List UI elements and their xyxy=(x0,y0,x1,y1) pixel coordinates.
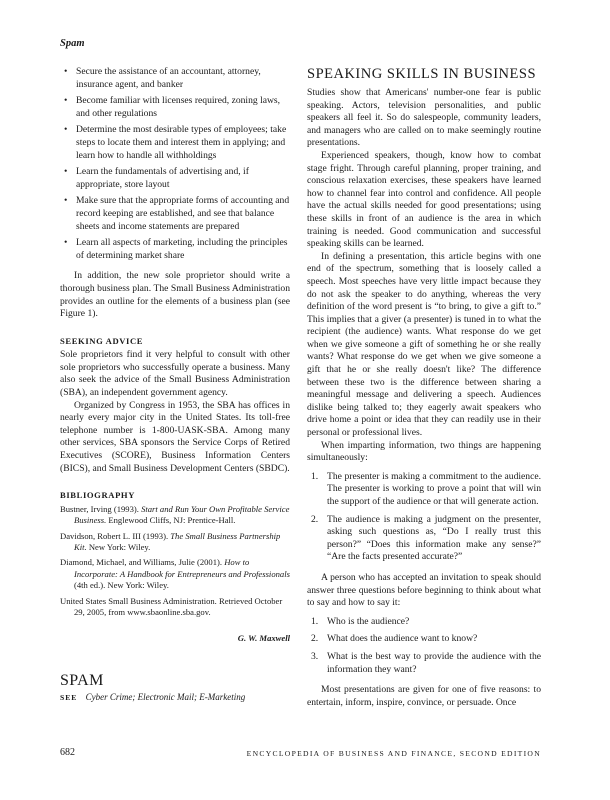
entry-title-spam: SPAM xyxy=(60,672,104,690)
list-item xyxy=(307,514,541,564)
bib-author: Bustner, Irving (1993). xyxy=(60,503,139,514)
bullet-item: • Make sure that the appropriate forms of accounting and record keeping are established, and see that balance sheets and income statements are prepared xyxy=(60,195,290,233)
bibliography-entry xyxy=(60,596,290,619)
list-number: 3. xyxy=(311,650,319,662)
list-number: 2. xyxy=(311,633,319,645)
bullet-item: • Learn all aspects of marketing, including the principles of determining market share xyxy=(60,237,290,262)
list-text: The presenter is making a commitment to the audience. The presenter is working to prove a point that will win the support of the audience or that will generate action. xyxy=(327,470,541,507)
bib-title: Start and Run Your Own Profitable Service Business. xyxy=(74,503,290,526)
bib-title: How to Incorporate: A Handbook for Entrepreneurs and Professionals xyxy=(74,557,290,579)
numbered-list-questions xyxy=(307,616,541,676)
bullet-item: • Secure the assistance of an accountant, attorney, insurance agent, and banker xyxy=(60,66,290,91)
running-head: Spam xyxy=(60,38,85,49)
bibliography-entry xyxy=(60,557,290,591)
list-text: The audience is making a judgment on the presenter, asking such questions as, “Do I really trust this person?” “Does this information make any sense?” “Are the facts presented accurate?” xyxy=(327,513,541,563)
paragraph-defining-presentation: In defining a presentation, this article begins with one end of the spectrum, something that is loosely called a speech. Most speeches have very little impact because they do not ask the speaker to do anything, whereas the very definition of the word present is “to bring, to give a gift to.” This implies that a giver (a presenter) is tuned in to what the recipient (the audience) wants. What response do we get when we give someone a gift of something he or she really wants? What response do we get when we give someone a gift that he or she really doesn't like? The difference between these two is the difference between sharing a meaningful message and delivering a speech. Audiences dislike being talked to; they eagerly await speakers who drive home a point or idea that they can readily use in their personal or professional lives. xyxy=(307,250,541,439)
numbered-list-happening xyxy=(307,471,541,564)
list-number: 1. xyxy=(311,615,319,627)
bib-publisher: (4th ed.). New York: Wiley. xyxy=(74,580,169,591)
list-item xyxy=(307,616,541,629)
section-title-speaking-skills: SPEAKING SKILLS IN BUSINESS xyxy=(307,66,537,82)
list-number: 1. xyxy=(311,470,319,482)
paragraph-business-plan: In addition, the new sole proprietor should write a thorough business plan. The Small Business Administration provides an outline for the elements of a business plan (see Figure 1). xyxy=(60,270,290,320)
paragraph-three-questions: A person who has accepted an invitation to speak should answer three questions before beginning to think about what to say and how to say it: xyxy=(307,571,541,609)
bullet-item: • Learn the fundamentals of advertising and, if appropriate, store layout xyxy=(60,166,290,191)
list-item xyxy=(307,633,541,646)
list-number: 2. xyxy=(311,513,319,525)
list-item xyxy=(307,471,541,509)
bib-publisher: Englewood Cliffs, NJ: Prentice-Hall. xyxy=(108,515,236,526)
paragraph-seeking-advice-1: Sole proprietors find it very helpful to consult with other sole proprietors who successfully operate a business. Many also seek the advice of the Small Business Administration (SBA), an independent government agency. xyxy=(60,349,290,399)
left-column xyxy=(60,66,290,704)
book-title-footer: ENCYCLOPEDIA OF BUSINESS AND FINANCE, SECOND EDITION xyxy=(246,749,541,758)
advice-bullet-list xyxy=(60,66,290,262)
paragraph-five-reasons: Most presentations are given for one of five reasons: to entertain, inform, inspire, convince, or persuade. Once xyxy=(307,684,541,708)
bibliography-entry xyxy=(60,531,290,554)
author-signature: G. W. Maxwell xyxy=(237,633,290,644)
see-references: Cyber Crime; Electronic Mail; E-Marketing xyxy=(85,691,246,702)
bib-author: United States Small Business Administration. Retrieved October 29, 2005, from www.sbaonline.sba.gov. xyxy=(60,595,283,618)
seeking-advice-heading: SEEKING ADVICE xyxy=(60,335,144,346)
list-text: What does the audience want to know? xyxy=(327,633,478,645)
bullet-item: • Determine the most desirable types of employees; take steps to locate them and interest them in applying; and learn how to handle all withholdings xyxy=(60,124,290,162)
paragraph-stage-fright: Experienced speakers, though, know how to combat stage fright. Through careful planning, proper training, and conscious relaxation exercises, these speakers have learned how to channel fear into control and confidence. All people have the actual skills needed for good presentations; using these skills in front of an audience is the area in which training is needed. Good communication and successful speaking skills can be learned. xyxy=(307,149,541,250)
list-item xyxy=(307,651,541,676)
right-column xyxy=(307,66,541,709)
bib-publisher: New York: Wiley. xyxy=(88,542,151,553)
bib-author: Diamond, Michael, and Williams, Julie (2001). xyxy=(60,557,223,568)
list-text: What is the best way to provide the audience with the information they want? xyxy=(327,650,541,675)
paragraph-imparting-information: When imparting information, two things are happening simultaneously: xyxy=(307,439,541,464)
bibliography-heading: BIBLIOGRAPHY xyxy=(60,490,136,501)
list-text: Who is the audience? xyxy=(327,615,410,627)
page-number: 682 xyxy=(60,747,75,758)
bibliography-entry xyxy=(60,504,290,527)
see-also-line xyxy=(60,691,290,705)
paragraph-seeking-advice-2: Organized by Congress in 1953, the SBA has offices in nearly every major city in the United States. Its toll-free telephone number is 1-800-UASK-SBA. Among many other services, SBA sponsors the Service Corps of Retired Executives (SCORE), Business Information Centers (BICS), and Small Business Development Centers (SBDC). xyxy=(60,399,290,474)
bib-title: The Small Business Partnership Kit. xyxy=(74,530,281,553)
bullet-item: • Become familiar with licenses required, zoning laws, and other regulations xyxy=(60,95,290,120)
paragraph-intro: Studies show that Americans' number-one fear is public speaking. Actors, television personalities, and public speakers all feel it. So do salespeople, community leaders, and managers who are called on to make seemingly routine presentations. xyxy=(307,87,541,149)
bib-author: Davidson, Robert L. III (1993). xyxy=(60,530,169,541)
see-label: SEE xyxy=(60,692,78,702)
